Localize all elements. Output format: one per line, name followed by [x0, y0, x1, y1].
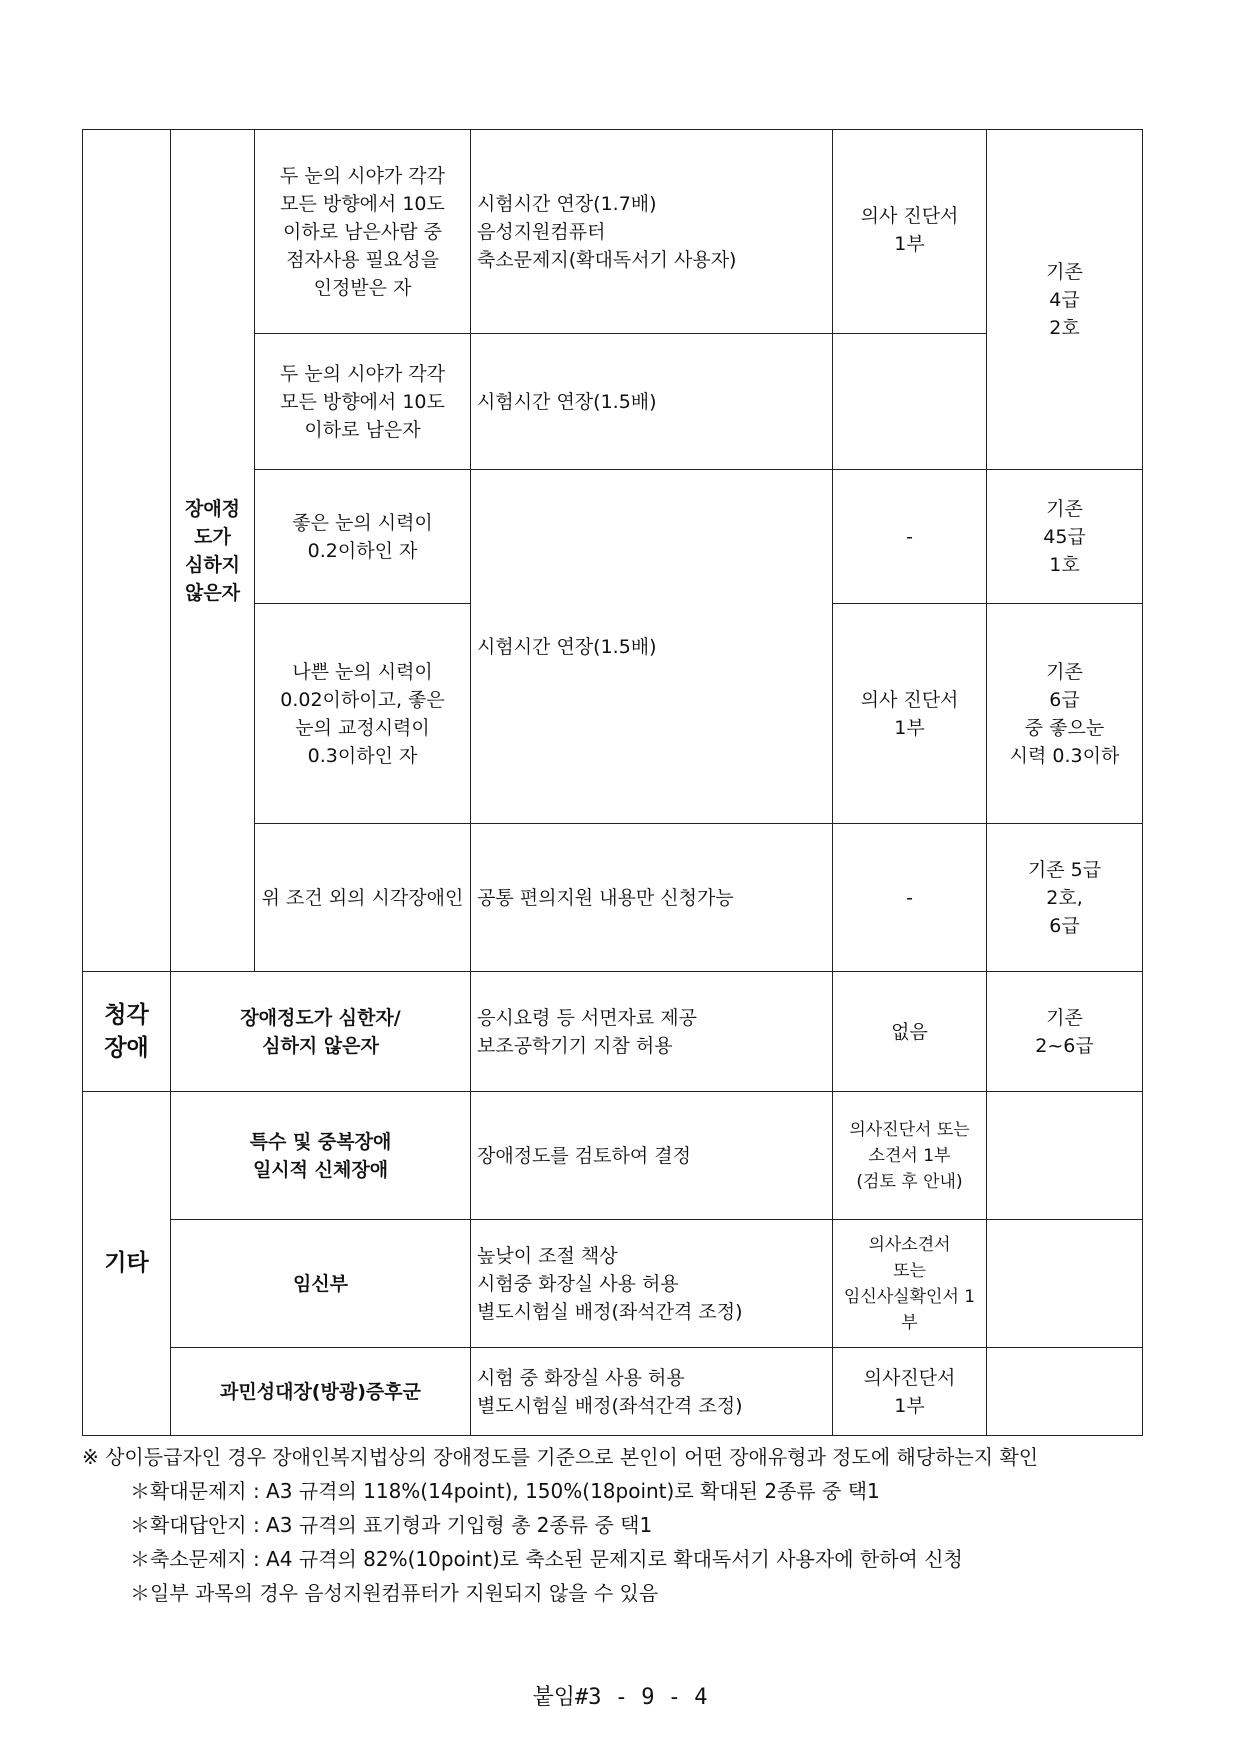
- condition-cell: 두 눈의 시야가 각각 모든 방향에서 10도 이하로 남은사람 중 점자사용 필요성을 인정받은 자: [255, 130, 471, 334]
- support-cell: 장애정도를 검토하여 결정: [471, 1092, 833, 1220]
- note-bullet: ＊축소문제지 : A4 규격의 82%(10point)로 축소된 문제지로 확대독서기 사용자에 한하여 신청: [130, 1547, 963, 1571]
- support-cell: 시험 중 화장실 사용 허용 별도시험실 배정(좌석간격 조정): [471, 1348, 833, 1436]
- support-cell: 응시요령 등 서면자료 제공 보조공학기기 지참 허용: [471, 972, 833, 1092]
- note-main: ※ 상이등급자인 경우 장애인복지법상의 장애정도를 기준으로 본인이 어떤 장애유형과 정도에 해당하는지 확인: [82, 1445, 1039, 1469]
- table-row: [83, 972, 1143, 1092]
- support-table: [82, 129, 1143, 1436]
- document-cell: [833, 334, 987, 470]
- support-cell: 공통 편의지원 내용만 신청가능: [471, 824, 833, 972]
- document-cell: 의사진단서 1부: [833, 1348, 987, 1436]
- group-cell: 임신부: [171, 1220, 471, 1348]
- document-cell: -: [833, 470, 987, 604]
- criteria-cell: 기존 5급 2호, 6급: [987, 824, 1143, 972]
- document-cell: 의사소견서 또는 임신사실확인서 1부: [833, 1220, 987, 1348]
- document-cell: 의사진단서 또는 소견서 1부 (검토 후 안내): [833, 1092, 987, 1220]
- note-bullet: ＊일부 과목의 경우 음성지원컴퓨터가 지원되지 않을 수 있음: [130, 1581, 659, 1605]
- table-row: [83, 1092, 1143, 1220]
- condition-cell: 위 조건 외의 시각장애인: [255, 824, 471, 972]
- table-row: [83, 130, 1143, 334]
- table-row: [83, 1348, 1143, 1436]
- page-number: 붙임#3 - 9 - 4: [532, 1685, 708, 1710]
- support-cell: 시험시간 연장(1.7배) 음성지원컴퓨터 축소문제지(확대독서기 사용자): [471, 130, 833, 334]
- criteria-cell: [987, 1348, 1143, 1436]
- support-cell: 시험시간 연장(1.5배): [471, 334, 833, 470]
- note-bullet: ＊확대답안지 : A3 규격의 표기형과 기입형 총 2종류 중 택1: [130, 1513, 653, 1537]
- criteria-cell: 기존 6급 중 좋으눈 시력 0.3이하: [987, 604, 1143, 824]
- criteria-cell: 기존 4급 2호: [987, 130, 1143, 470]
- category-cell-other: 기타: [83, 1092, 171, 1436]
- document-cell: 의사 진단서 1부: [833, 604, 987, 824]
- support-cell: 시험시간 연장(1.5배): [471, 470, 833, 824]
- note-bullet: ＊확대문제지 : A3 규격의 118%(14point), 150%(18point)로 확대된 2종류 중 택1: [130, 1479, 880, 1503]
- category-cell-hearing: 청각 장애: [83, 972, 171, 1092]
- condition-cell: 나쁜 눈의 시력이 0.02이하이고, 좋은 눈의 교정시력이 0.3이하인 자: [255, 604, 471, 824]
- category-cell-visual: [83, 130, 171, 972]
- group-cell-hearing: 장애정도가 심한자/ 심하지 않은자: [171, 972, 471, 1092]
- table-row: [83, 1220, 1143, 1348]
- condition-cell: 좋은 눈의 시력이 0.2이하인 자: [255, 470, 471, 604]
- document-cell: 없음: [833, 972, 987, 1092]
- support-cell: 높낮이 조절 책상 시험중 화장실 사용 허용 별도시험실 배정(좌석간격 조정): [471, 1220, 833, 1348]
- document-cell: 의사 진단서 1부: [833, 130, 987, 334]
- notes-section: [82, 1440, 1162, 1610]
- group-cell-visual: 장애정 도가 심하지 않은자: [171, 130, 255, 972]
- criteria-cell: 기존 45급 1호: [987, 470, 1143, 604]
- document-cell: -: [833, 824, 987, 972]
- criteria-cell: [987, 1220, 1143, 1348]
- criteria-cell: [987, 1092, 1143, 1220]
- group-cell: 특수 및 중복장애 일시적 신체장애: [171, 1092, 471, 1220]
- criteria-cell: 기존 2~6급: [987, 972, 1143, 1092]
- condition-cell: 두 눈의 시야가 각각 모든 방향에서 10도 이하로 남은자: [255, 334, 471, 470]
- group-cell: 과민성대장(방광)증후군: [171, 1348, 471, 1436]
